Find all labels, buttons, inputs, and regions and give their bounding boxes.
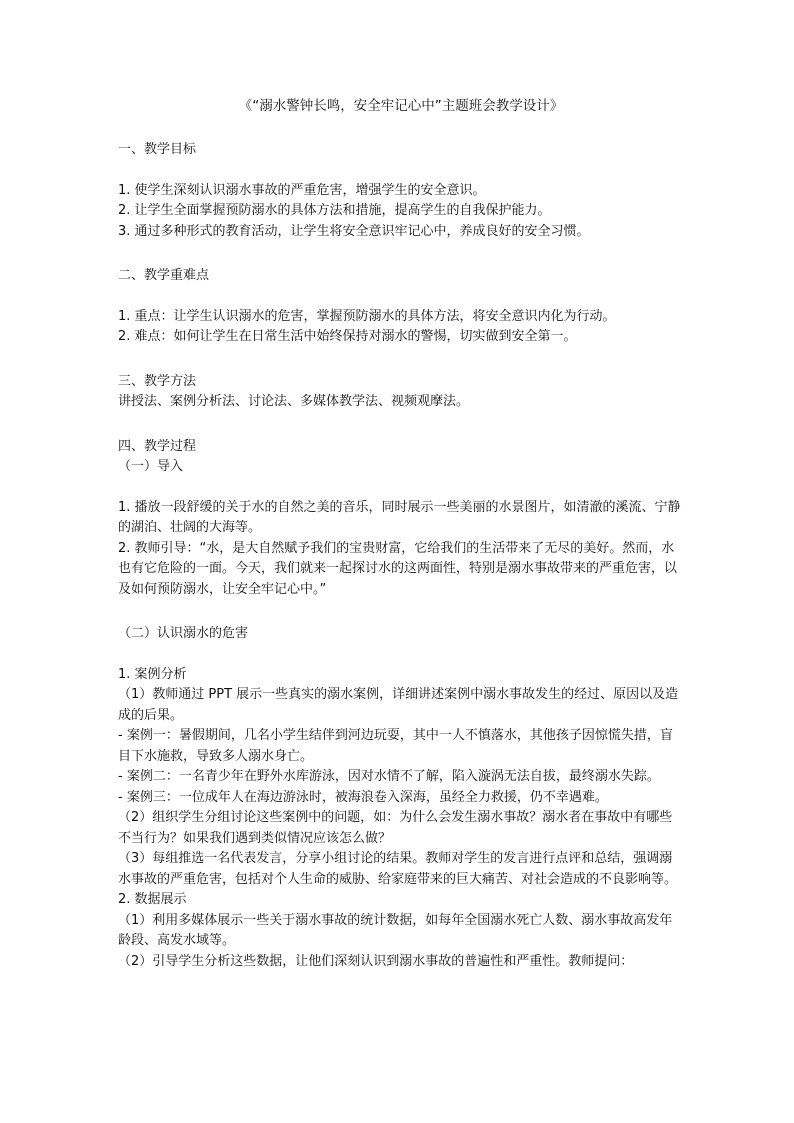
dangers-line: （2）引导学生分析这些数据，让他们深刻认识到溺水事故的普遍性和严重性。教师提问： <box>118 953 634 969</box>
dangers-line: 2. 数据展示 <box>118 892 187 907</box>
section-heading-process: 四、教学过程 <box>118 438 197 454</box>
objective-item: 2. 让学生全面掌握预防溺水的具体方法和措施，提高学生的自我保护能力。 <box>118 203 551 218</box>
section-heading-objectives: 一、教学目标 <box>118 142 197 157</box>
objective-item: 3. 通过多种形式的教育活动，让学生将安全意识牢记心中，养成良好的安全习惯。 <box>118 223 590 239</box>
intro-item: 2. 教师引导：“水，是大自然赋予我们的宝贵财富，它给我们的生活带来了无尽的美好。然而，水也有它危险的一面。今天，我们就来一起探讨水的这两面性，特别是溺水事故带来的严重危害，以及如何预防溺水，让安全牢记心中。” <box>118 540 678 597</box>
dangers-line: （1）利用多媒体展示一些关于溺水事故的统计数据，如每年全国溺水死亡人数、溺水事故高发年龄段、高发水域等。 <box>118 912 673 948</box>
methods-text: 讲授法、案例分析法、讨论法、多媒体教学法、视频观摩法。 <box>118 394 470 409</box>
section-heading-key-points: 二、教学重难点 <box>118 268 210 283</box>
dangers-line: - 案例三：一位成年人在海边游泳时，被海浪卷入深海，虽经全力救援，仍不幸遇难。 <box>118 789 608 805</box>
section-heading-methods: 三、教学方法 <box>118 373 197 389</box>
subsection-heading-intro: （一）导入 <box>118 459 184 474</box>
subsection-heading-dangers: （二）认识溺水的危害 <box>118 626 249 641</box>
document-page <box>118 96 684 972</box>
objective-item: 1. 使学生深刻认识溺水事故的严重危害，增强学生的安全意识。 <box>118 182 486 198</box>
document-title: 《“溺水警钟长鸣，安全牢记心中”主题班会教学设计》 <box>238 98 564 114</box>
dangers-line: 1. 案例分析 <box>118 666 187 682</box>
dangers-line: （3）每组推选一名代表发言，分享小组讨论的结果。教师对学生的发言进行点评和总结，强调溺水事故的严重危害，包括对个人生命的威胁、给家庭带来的巨大痛苦、对社会造成的不良影响等。 <box>118 851 678 887</box>
key-point-item: 2. 难点：如何让学生在日常生活中始终保持对溺水的警惕，切实做到安全第一。 <box>118 329 577 344</box>
dangers-line: - 案例一：暑假期间，几名小学生结伴到河边玩耍，其中一人不慎落水，其他孩子因惊慌失措，盲目下水施救，导致多人溺水身亡。 <box>118 728 673 764</box>
dangers-line: - 案例二：一名青少年在野外水库游泳，因对水情不了解，陷入漩涡无法自拔，最终溺水失踪。 <box>118 769 660 784</box>
dangers-line: （1）教师通过 PPT 展示一些真实的溺水案例，详细讲述案例中溺水事故发生的经过、原因以及造成的后果。 <box>118 687 679 723</box>
key-point-item: 1. 重点：让学生认识溺水的危害，掌握预防溺水的具体方法，将安全意识内化为行动。 <box>118 308 616 324</box>
dangers-line: （2）组织学生分组讨论这些案例中的问题，如：为什么会发生溺水事故？溺水者在事故中有哪些不当行为？如果我们遇到类似情况应该怎么做？ <box>118 810 673 846</box>
intro-item: 1. 播放一段舒缓的关于水的自然之美的音乐，同时展示一些美丽的水景图片，如清澈的溪流、宁静的湖泊、壮阔的大海等。 <box>118 499 681 535</box>
